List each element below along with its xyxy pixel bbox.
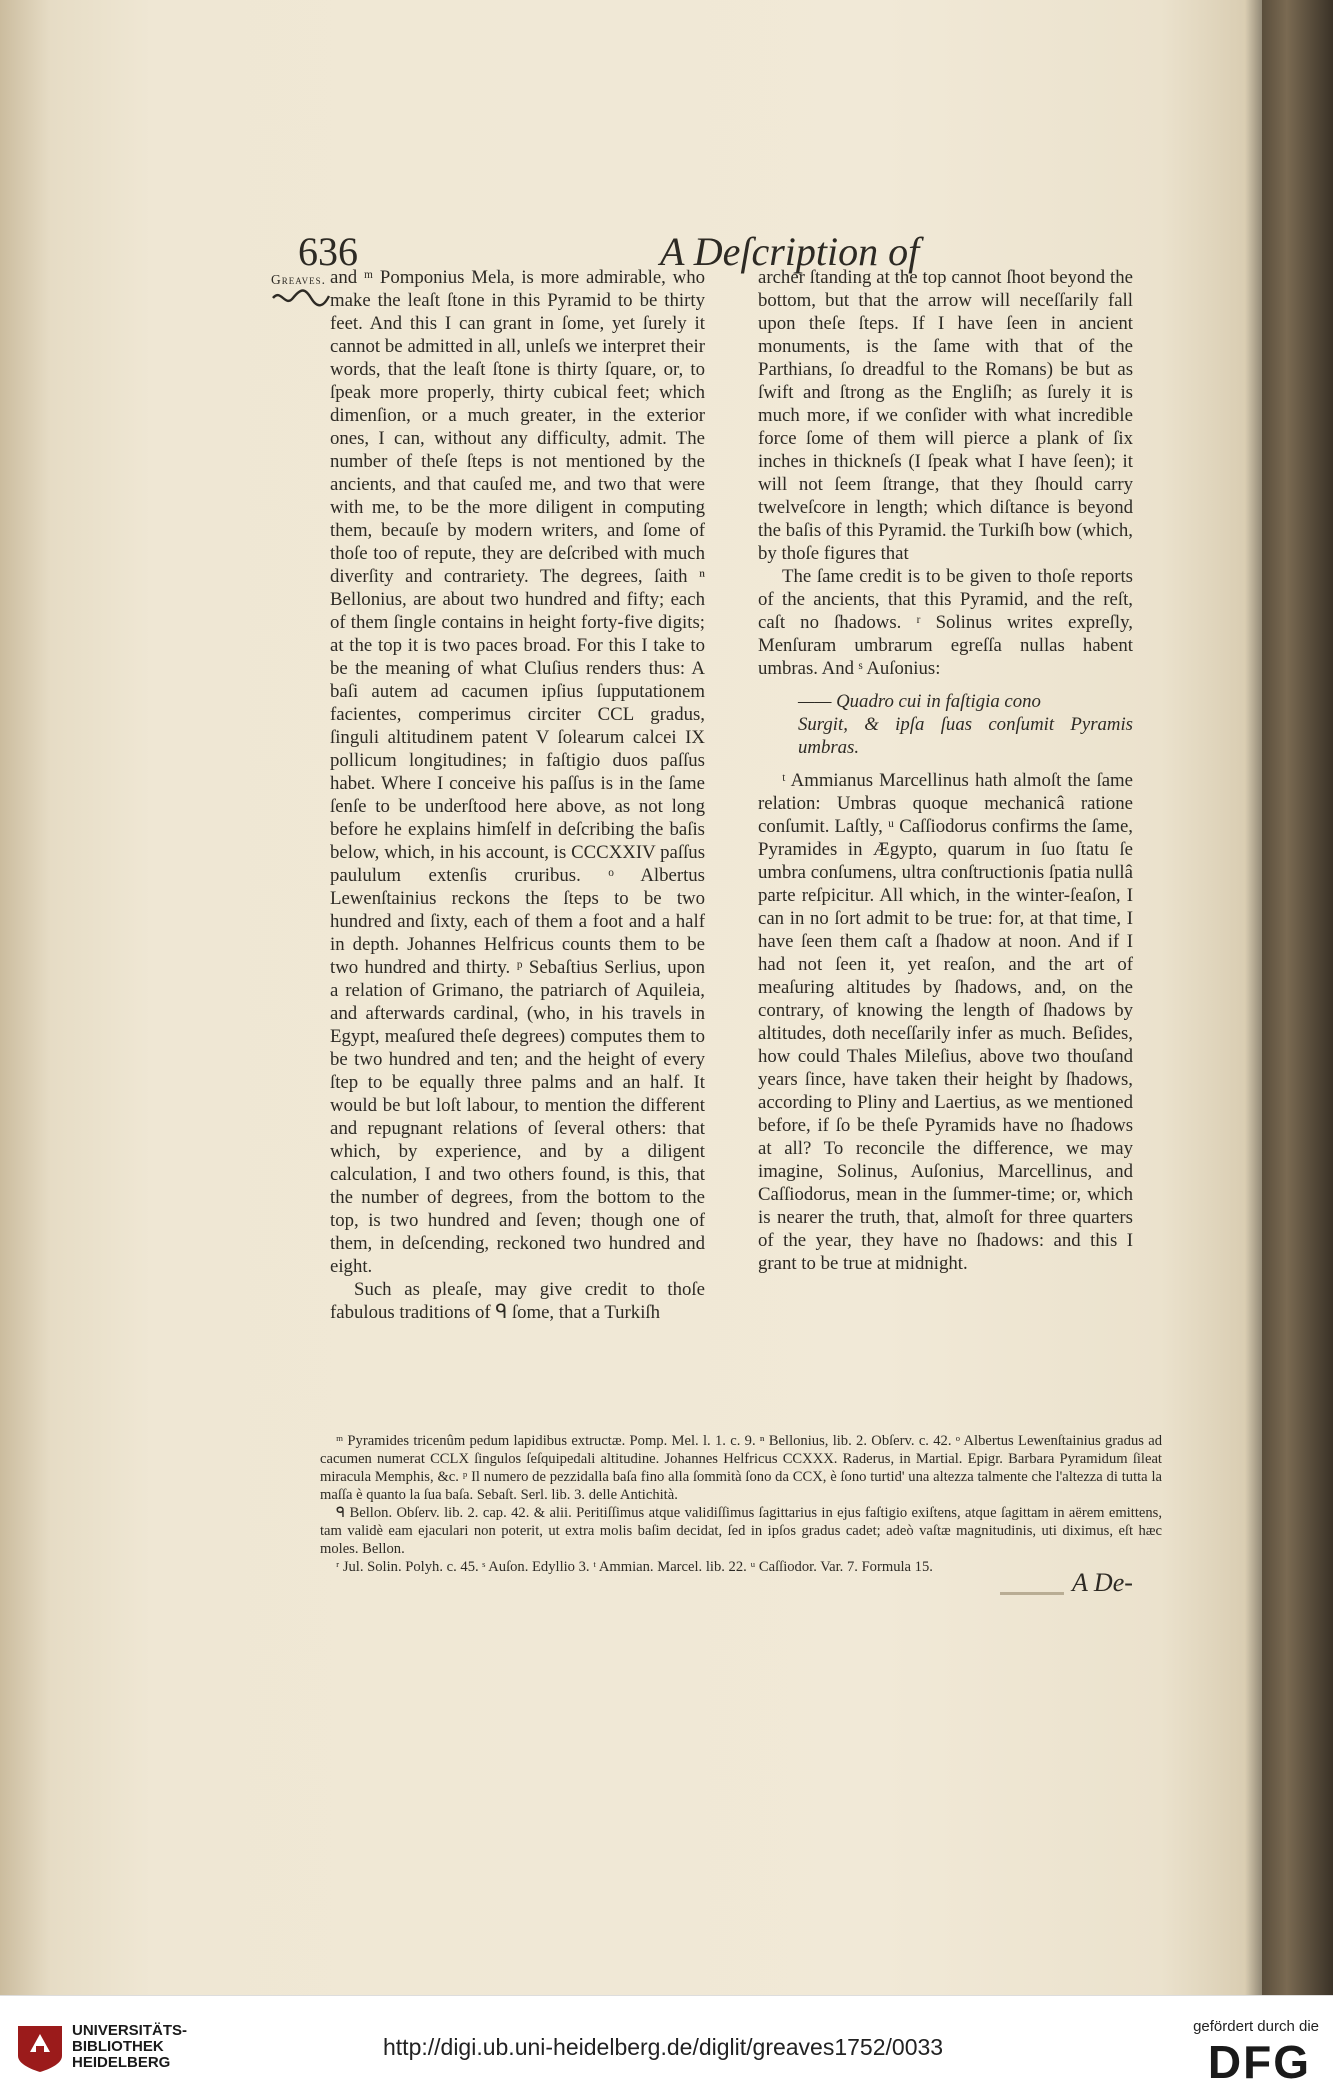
university-name[interactable]: UNIVERSITÄTS- BIBLIOTHEK HEIDELBERG: [72, 2022, 188, 2071]
dfg-logo[interactable]: DFG: [1207, 2036, 1311, 2088]
paragraph: and ᵐ Pomponius Mela, is more admirable, who make the leaſt ſtone in this Pyramid to be thirty feet. And this I can grant in ſome, yet ſurely it cannot be admitted in all, unleſs we interpret their words, that the leaſt ſtone is thirty ſquare, or, to ſpeak more properly, thirty cubical feet; which dimenſion, or a much greater, in the exterior ones, I can, without any difficulty, admit. The number of theſe ſteps is not mentioned by the ancients, and that cauſed me, and two that were with me, to be the more diligent in computing them, becauſe by modern writers, and ſome of thoſe too of repute, they are deſcribed with much diverſity and contrariety. The degrees, ſaith ⁿ Bellonius, are about two hundred and fifty; each of them ſingle contains in height forty-five digits; at the top it is two paces broad. For this I take to be the meaning of what Cluſius renders thus: A baſi autem ad cacumen ipſius ſupputationem facientes, comperimus circiter CCL gradus, ſinguli altitudinem patent V ſolearum calcei IX pollicum longitudines; in faſtigio duos paſſus habet. Where I conceive his paſſus is in the ſame ſenſe to be underſtood here above, as not long before he explains himſelf in deſcribing the baſis below, which, in his account, is CCCXXIV paſſus paululum extenſis cruribus. ᵒ Albertus Lewenſtainius reckons the ſteps to be two hundred and ſixty, each of them a foot and a half in depth. Johannes Helfricus counts them to be two hundred and thirty. ᵖ Sebaſtius Serlius, upon a relation of Grimano, the patriarch of Aquileia, and afterwards cardinal, (who, in his travels in Egypt, meaſured theſe degrees) computes them to be two hundred and ten; and the height of every ſtep to be equally three palms and an half. It would be but loſt labour, to mention the different and repugnant relations of ſeveral others: that which, by experience, and by a diligent calculation, I and two others found, is this, that the number of degrees, from the bottom to the top, is two hundred and ſeven; though one of them, in deſcending, reckoned two hundred and eight.: [330, 267, 705, 1277]
page-number: 636: [298, 229, 358, 274]
paragraph: The ſame credit is to be given to thoſe reports of the ancients, that this Pyramid, and the reſt, caſt no ſhadows. ʳ Solinus writes expreſly, Menſuram umbrarum egreſſa nullas habent umbras. And ˢ Auſonius:: [758, 566, 1133, 679]
verse-line: Surgit, & ipſa ſuas conſumit Pyramis umbras.: [798, 714, 1133, 758]
verse-line: —— Quadro cui in faſtigia cono: [798, 691, 1041, 712]
ink-mark: [1000, 1592, 1064, 1595]
footnote: ᵐ Pyramides tricenûm pedum lapidibus extructæ. Pomp. Mel. l. 1. c. 9. ⁿ Bellonius, lib. 2. Obſerv. c. 42. ᵒ Albertus Lewenſtainius gradus ad cacumen numerat CCLX ſingulos ſeſquipedali altitudine. Johannes Helfricus CCXXX. Raderus, in Martial. Epigr. Barbara Pyramidum ſileat miracula Memphis, &c. ᵖ Il numero de pezzidalla baſa fino alla ſommità ſono da CCX, è ſono turtid' una altezza talmente che l'altezza di tutta la maſſa è quanto la ſua baſa. Sebaſt. Serl. lib. 3. delle Antichità.: [320, 1433, 1162, 1503]
right-column: [758, 266, 1133, 1275]
footnote: ʳ Jul. Solin. Polyh. c. 45. ˢ Auſon. Edyllio 3. ᵗ Ammian. Marcel. lib. 22. ᵘ Caſſiodor. Var. 7. Formula 15.: [336, 1559, 933, 1575]
university-seal-icon[interactable]: [14, 2022, 66, 2074]
viewer-footer: [0, 1995, 1333, 2096]
swash-ornament-icon: [271, 286, 331, 310]
footnotes: [320, 1432, 1162, 1576]
left-column: [330, 266, 705, 1324]
running-title: A Deſcription of: [660, 229, 920, 274]
paragraph: Such as pleaſe, may give credit to thoſe fabulous traditions of ᑫ ſome, that a Turkiſh: [330, 1279, 705, 1323]
catchword: A De-: [1072, 1568, 1133, 1597]
footnote: ᑫ Bellon. Obſerv. lib. 2. cap. 42. & alii. Peritiſſimus atque validiſſimus ſagittarius in ejus faſtigio exiſtens, atque ſagittam in aërem emittens, tam validè eam ejaculari non poterit, ut extra molis baſim decidat, ſed in ipſos gradus cadet; adeò vaſtæ magnitudinis, uti diximus, eſt hæc moles. Bellon.: [320, 1505, 1162, 1557]
paragraph: [758, 266, 1133, 565]
paragraph-aside: the Turkiſh bow (which, by thoſe figures that: [758, 520, 1133, 564]
verse-quote: [798, 690, 1133, 759]
paragraph: ᵗ Ammianus Marcellinus hath almoſt the ſame relation: Umbras quoque mechanicâ ratione conſumit. Laſtly, ᵘ Caſſiodorus confirms the ſame, Pyramides in Ægypto, quarum in ſuo ſtatu ſe umbra conſumens, ultra conſtructionis ſpatia nullâ parte reſpicitur. All which, in the winter-ſeaſon, I can in no ſort admit to be true: for, at that time, I have ſeen them caſt a ſhadow at noon. And if I had not ſeen it, yet reaſon, and the art of meaſuring altitudes by ſhadows, and, on the contrary, of knowing the length of ſhadows by altitudes, doth neceſſarily infer as much. Beſides, how could Thales Mileſius, above two thouſand years ſince, have taken their height by ſhadows, according to Pliny and Laertius, as we mentioned before, if ſo be theſe Pyramids have no ſhadows at all? To reconcile the difference, we may imagine, Solinus, Auſonius, Marcellinus, and Caſſiodorus, mean in the ſummer-time; or, which is nearer the truth, that, almoſt for three quarters of the year, they have no ſhadows: and this I grant to be true at midnight.: [758, 770, 1133, 1274]
margin-author: Greaves.: [271, 272, 326, 287]
paragraph-text: archer ſtanding at the top cannot ſhoot beyond the bottom, but that the arrow will neceſſarily fall upon theſe ſteps. If I have ſeen in ancient monuments, is the ſame with that of the Parthians, ſo dreadful to the Romans) be but as ſwift and ſtrong as the Engliſh; as ſurely it is much more, if we conſider with what incredible force ſome of them will pierce a plank of ſix inches in thickneſs (I ſpeak what I have ſeen); it will not ſeem ſtrange, that they ſhould carry twelveſcore in length; which diſtance is beyond the baſis of this Pyramid.: [758, 267, 1133, 541]
permalink-url[interactable]: http://digi.ub.uni-heidelberg.de/diglit/greaves1752/0033: [383, 2034, 944, 2060]
page-edge: [1262, 0, 1333, 1995]
funding-label: gefördert durch die: [1193, 2018, 1319, 2035]
